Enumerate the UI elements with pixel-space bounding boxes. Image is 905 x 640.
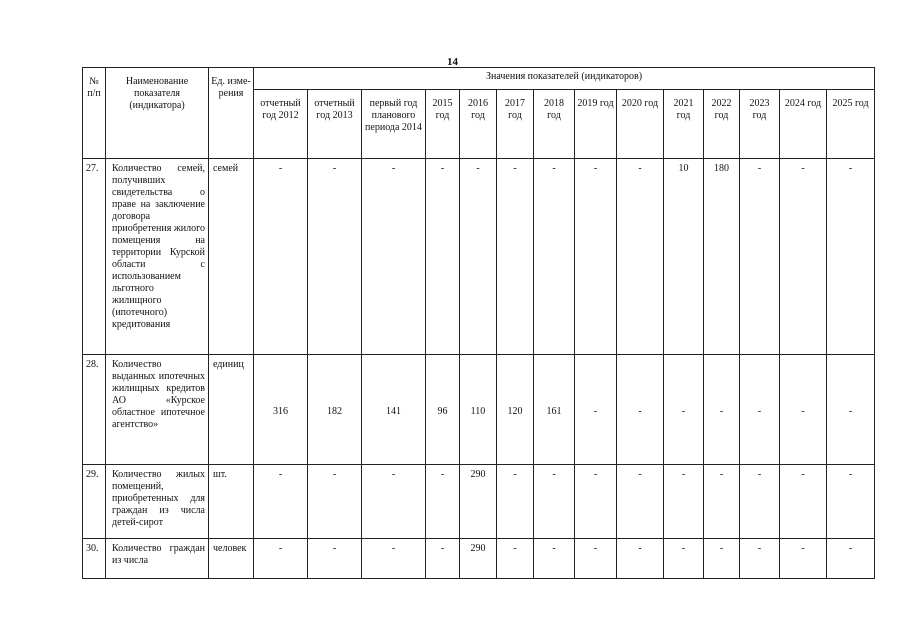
header-col-2025: 2025 год	[827, 90, 875, 159]
value-cell: -	[740, 159, 780, 355]
header-col-2018: 2018 год	[534, 90, 575, 159]
value-cell: -	[575, 159, 617, 355]
value-cell: -	[704, 355, 740, 465]
value-cell: -	[780, 465, 827, 539]
unit-cell: человек	[209, 539, 254, 579]
value-cell: 290	[460, 465, 497, 539]
value-cell: -	[426, 159, 460, 355]
page-number: 14	[447, 56, 458, 68]
header-col-2017: 2017 год	[497, 90, 534, 159]
value-cell: 10	[664, 159, 704, 355]
value-cell: 110	[460, 355, 497, 465]
value-cell: -	[740, 355, 780, 465]
value-cell: 161	[534, 355, 575, 465]
header-col-2016: 2016 год	[460, 90, 497, 159]
value-cell: -	[575, 355, 617, 465]
value-cell: -	[664, 539, 704, 579]
value-cell: -	[254, 465, 308, 539]
row-number: 29.	[83, 465, 106, 539]
indicator-name: Количество выданных ипотечных жилищных кредитов АО «Курское областное ипотечное агентство»	[106, 355, 209, 465]
header-col-2019: 2019 год	[575, 90, 617, 159]
value-cell: -	[617, 355, 664, 465]
value-cell: -	[497, 465, 534, 539]
value-cell: -	[575, 539, 617, 579]
value-cell: 141	[362, 355, 426, 465]
header-values: Значения показателей (индикаторов)	[254, 68, 875, 90]
value-cell: -	[254, 539, 308, 579]
header-col-2021: 2021 год	[664, 90, 704, 159]
value-cell: -	[617, 465, 664, 539]
header-col-2015: 2015 год	[426, 90, 460, 159]
header-col-2024: 2024 год	[780, 90, 827, 159]
value-cell: -	[704, 465, 740, 539]
value-cell: -	[780, 355, 827, 465]
value-cell: -	[308, 159, 362, 355]
value-cell: -	[362, 159, 426, 355]
value-cell: 180	[704, 159, 740, 355]
table-row	[83, 539, 875, 579]
value-cell: -	[827, 159, 875, 355]
header-unit: Ед. изме-рения	[209, 68, 254, 159]
header-row-top	[83, 68, 875, 90]
header-col-2020: 2020 год	[617, 90, 664, 159]
unit-cell: единиц	[209, 355, 254, 465]
indicator-name: Количество семей, получивших свидетельства о праве на заключение договора приобретения жилого помещения на территории Курской области с использованием льготного жилищного (ипотечного) кредитования	[106, 159, 209, 355]
value-cell: -	[362, 539, 426, 579]
value-cell: -	[426, 465, 460, 539]
value-cell: -	[827, 355, 875, 465]
table-row	[83, 355, 875, 465]
header-num: № п/п	[83, 68, 106, 159]
value-cell: -	[704, 539, 740, 579]
row-number: 27.	[83, 159, 106, 355]
header-col-2012: отчетный год 2012	[254, 90, 308, 159]
indicator-name: Количество жилых помещений, приобретенных для граждан из числа детей-сирот	[106, 465, 209, 539]
value-cell: -	[534, 159, 575, 355]
value-cell: -	[534, 465, 575, 539]
unit-cell: шт.	[209, 465, 254, 539]
value-cell: -	[740, 539, 780, 579]
value-cell: -	[664, 355, 704, 465]
value-cell: -	[780, 539, 827, 579]
value-cell: -	[460, 159, 497, 355]
value-cell: -	[534, 539, 575, 579]
unit-cell: семей	[209, 159, 254, 355]
value-cell: -	[426, 539, 460, 579]
value-cell: -	[740, 465, 780, 539]
value-cell: -	[664, 465, 704, 539]
value-cell: -	[497, 539, 534, 579]
header-col-2022: 2022 год	[704, 90, 740, 159]
header-col-2014: первый год планового периода 2014	[362, 90, 426, 159]
value-cell: -	[308, 539, 362, 579]
value-cell: -	[362, 465, 426, 539]
indicators-table	[82, 67, 875, 579]
value-cell: -	[254, 159, 308, 355]
value-cell: -	[497, 159, 534, 355]
row-number: 28.	[83, 355, 106, 465]
value-cell: -	[827, 465, 875, 539]
table-row	[83, 159, 875, 355]
value-cell: -	[575, 465, 617, 539]
row-number: 30.	[83, 539, 106, 579]
value-cell: 96	[426, 355, 460, 465]
header-col-2013: отчетный год 2013	[308, 90, 362, 159]
value-cell: -	[617, 159, 664, 355]
value-cell: 290	[460, 539, 497, 579]
value-cell: 120	[497, 355, 534, 465]
value-cell: 316	[254, 355, 308, 465]
value-cell: -	[308, 465, 362, 539]
header-name: Наименование показателя (индикатора)	[106, 68, 209, 159]
header-col-2023: 2023 год	[740, 90, 780, 159]
value-cell: 182	[308, 355, 362, 465]
indicator-name: Количество граждан из числа	[106, 539, 209, 579]
value-cell: -	[780, 159, 827, 355]
value-cell: -	[617, 539, 664, 579]
value-cell: -	[827, 539, 875, 579]
table-body	[83, 159, 875, 579]
table-row	[83, 465, 875, 539]
